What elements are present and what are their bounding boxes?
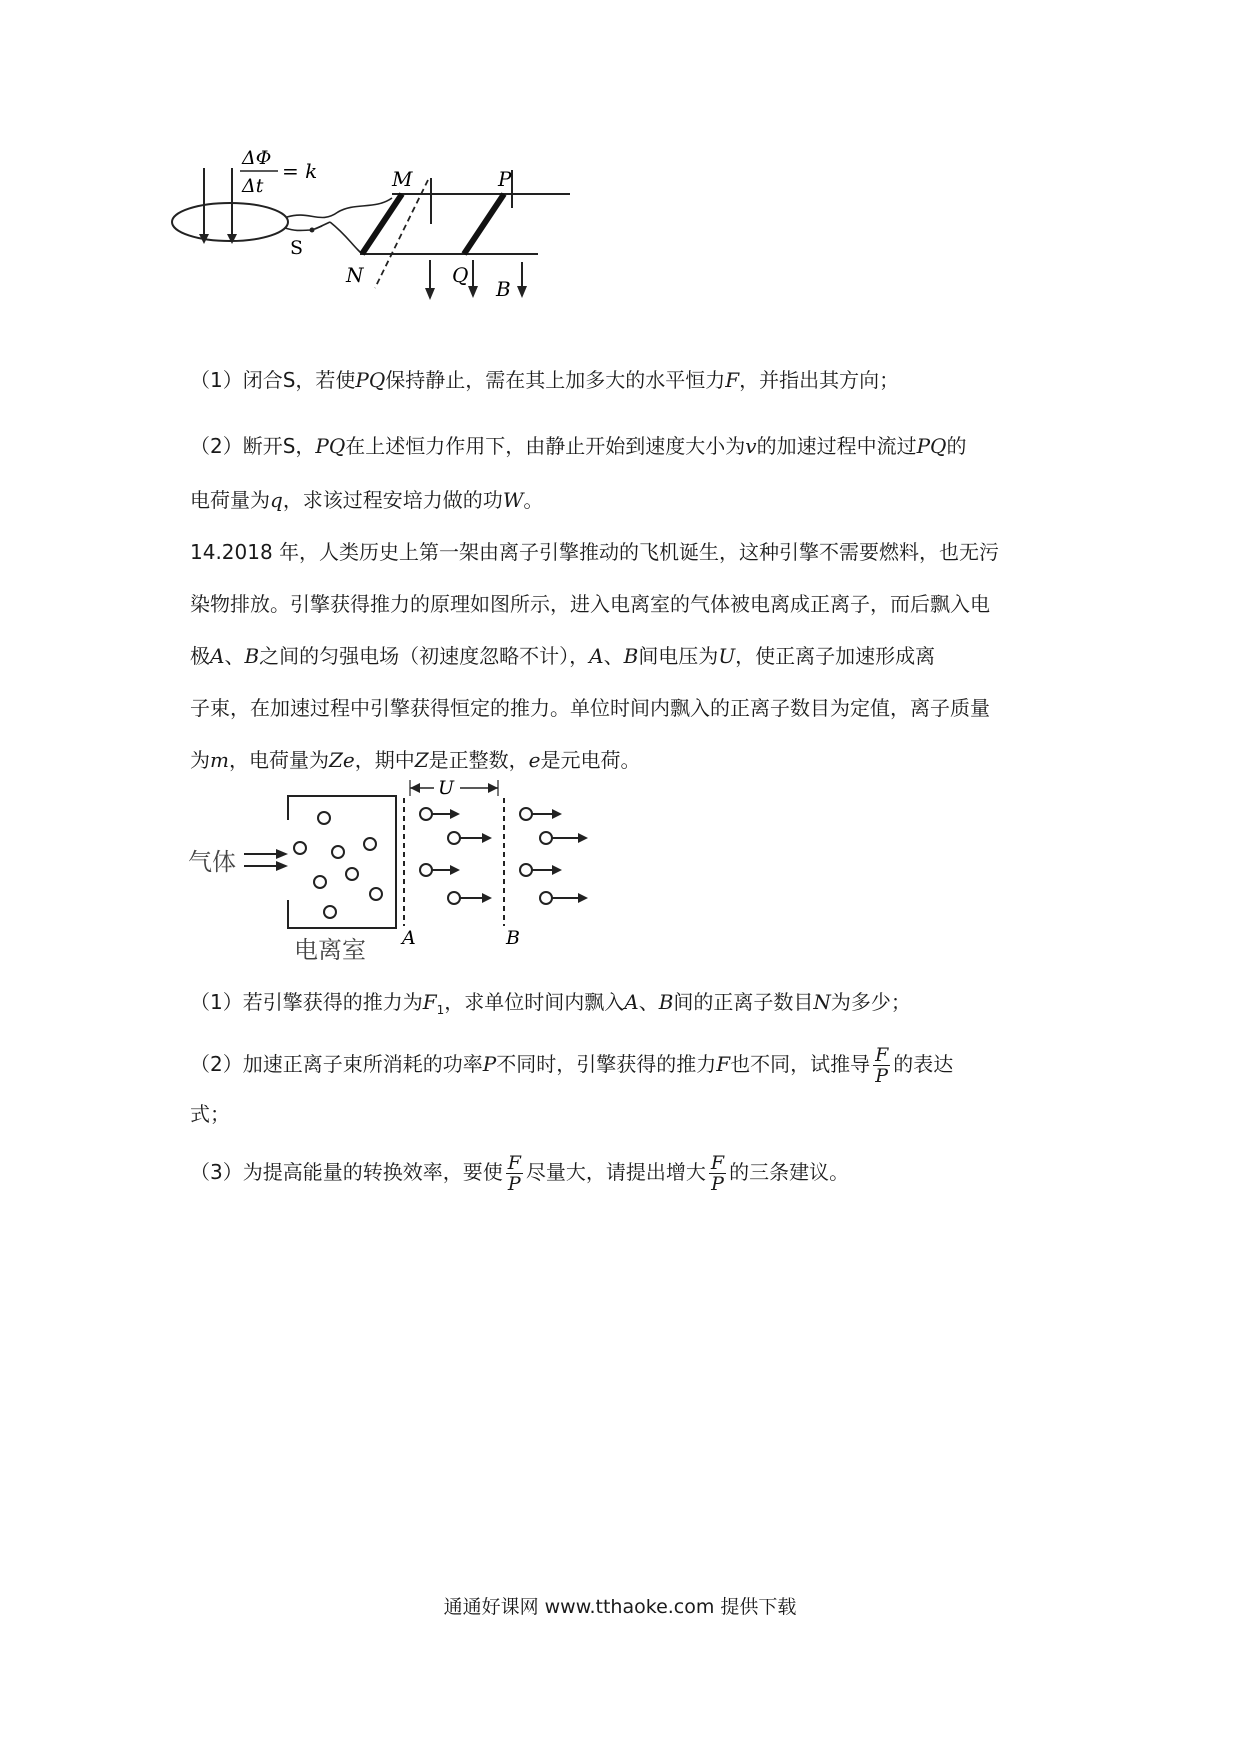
q14-part2-line1: （2）加速正离子束所消耗的功率P不同时，引擎获得的推力F也不同，试推导 $\frac{F}{P}$ 的表达 (190, 1044, 954, 1087)
flux-equals: = k (282, 159, 318, 183)
q14-part2-line2: 式； (190, 1102, 230, 1126)
fraction-f-over-p-2: $\frac{F}{P}$ (710, 1152, 725, 1195)
q13-part2-line2: 电荷量为q，求该过程安培力做的功W。 (190, 488, 544, 512)
label-m: M (392, 167, 413, 191)
q13-part2-line1: （2）断开S，PQ在上述恒力作用下，由静止开始到速度大小为v的加速过程中流过PQ的 (190, 434, 967, 458)
voltage-label: U (438, 777, 455, 799)
label-b: B (496, 277, 511, 301)
q14-stem-line3: 极A、B之间的匀强电场（初速度忽略不计），A、B间电压为U，使正离子加速形成离 (190, 644, 936, 668)
flux-numerator: ΔΦ (242, 150, 272, 169)
q14-stem-line2: 染物排放。引擎获得推力的原理如图所示，进入电离室的气体被电离成正离子，而后飘入电 (190, 592, 990, 616)
fraction-f-over-p-1: $\frac{F}{P}$ (507, 1152, 521, 1195)
gas-label: 气体 (188, 848, 236, 876)
label-s: S (290, 237, 304, 259)
chamber-label: 电离室 (294, 936, 366, 964)
q13-part1: （1）闭合S，若使PQ保持静止，需在其上加多大的水平恒力F，并指出其方向； (190, 368, 900, 392)
fraction-f-over-p: $\frac{F}{P}$ (875, 1044, 889, 1087)
q14-part3: （3）为提高能量的转换效率，要使 $\frac{F}{P}$ 尽量大，请提出增大 $\frac{F}{P}$ 的三条建议。 (190, 1152, 850, 1195)
q14-stem-line4: 子束，在加速过程中引擎获得恒定的推力。单位时间内飘入的正离子数目为定值，离子质量 (190, 696, 990, 720)
q14-stem-line5: 为m，电荷量为Ze，期中Z是正整数，e是元电荷。 (190, 748, 641, 772)
q14-part1: （1）若引擎获得的推力为$F_1$，求单位时间内飘入A、B间的正离子数目N为多少； (190, 990, 911, 1017)
figure-induction-rails (170, 150, 590, 310)
page-footer: 通通好课网 www.tthaoke.com 提供下载 (443, 1596, 797, 1618)
figure-ion-engine (188, 776, 608, 966)
label-n: N (346, 263, 364, 287)
grid-a-label: A (402, 927, 416, 949)
q14-stem-line1: 14.2018 年，人类历史上第一架由离子引擎推动的飞机诞生，这种引擎不需要燃料，也无污 (190, 540, 1000, 564)
label-q: Q (452, 263, 469, 287)
flux-denominator: Δt (242, 175, 264, 197)
grid-b-label: B (506, 927, 520, 949)
label-p: P (498, 167, 512, 191)
